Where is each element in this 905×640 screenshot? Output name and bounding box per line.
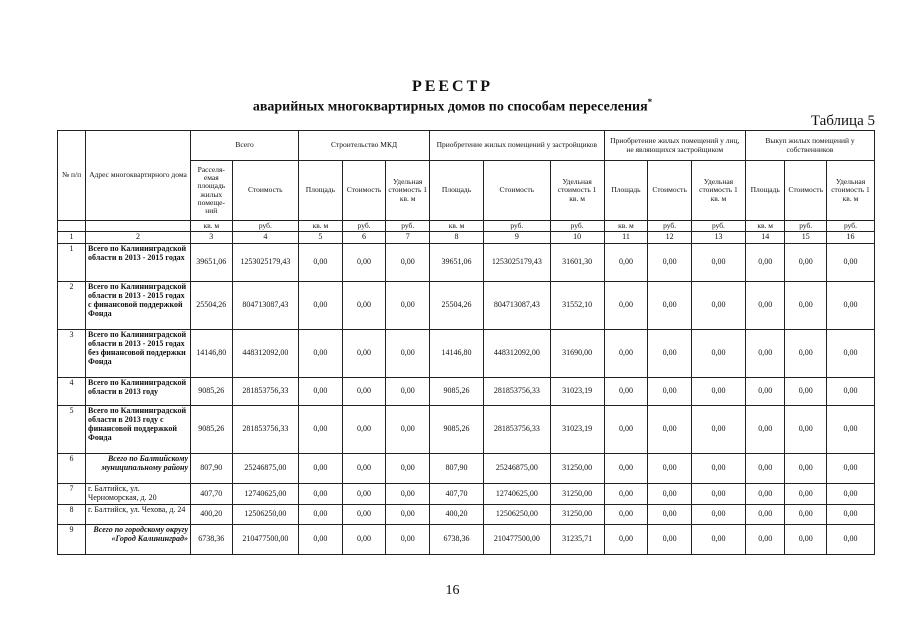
column-number-cell: 1	[58, 232, 86, 244]
row-value: 0,00	[299, 504, 343, 524]
row-number: 4	[58, 378, 86, 406]
subheader-unit-cost: Удельная стоимость 1 кв. м	[550, 161, 604, 221]
row-number: 7	[58, 484, 86, 505]
row-number: 8	[58, 504, 86, 524]
row-value: 0,00	[745, 378, 784, 406]
row-value: 12740625,00	[484, 484, 551, 505]
page-number: 16	[445, 583, 460, 598]
subheader-cost: Стоимость	[342, 161, 386, 221]
table-row	[58, 504, 875, 524]
row-value: 0,00	[299, 282, 343, 330]
row-value: 407,70	[191, 484, 233, 505]
column-number-cell: 11	[604, 232, 648, 244]
row-value: 6738,36	[430, 524, 484, 554]
unit-rub: руб.	[785, 221, 827, 232]
row-value: 0,00	[386, 504, 430, 524]
row-address: Всего по Калининградской области в 2013 - 2015 годах	[86, 244, 191, 282]
table-label: Таблица 5	[810, 113, 875, 129]
row-value: 0,00	[827, 524, 875, 554]
table-row	[58, 244, 875, 282]
row-value: 31023,19	[550, 378, 604, 406]
row-value: 12740625,00	[232, 484, 299, 505]
row-number: 2	[58, 282, 86, 330]
row-value: 0,00	[785, 282, 827, 330]
row-value: 0,00	[386, 454, 430, 484]
row-value: 0,00	[785, 244, 827, 282]
row-value: 0,00	[604, 244, 648, 282]
row-value: 0,00	[691, 406, 745, 454]
unit-cell	[58, 221, 86, 232]
subheader-cost: Стоимость	[232, 161, 299, 221]
column-number-cell: 16	[827, 232, 875, 244]
row-value: 0,00	[648, 484, 692, 505]
row-value: 0,00	[745, 454, 784, 484]
row-value: 0,00	[745, 244, 784, 282]
row-address: Всего по городскому округу «Город Калининград»	[86, 524, 191, 554]
col-header-no: № п/п	[58, 131, 86, 221]
row-value: 0,00	[386, 378, 430, 406]
row-value: 0,00	[827, 330, 875, 378]
row-value: 0,00	[386, 406, 430, 454]
row-value: 0,00	[342, 454, 386, 484]
registry-table	[57, 130, 875, 555]
unit-rub: руб.	[550, 221, 604, 232]
column-number-cell: 10	[550, 232, 604, 244]
unit-cell	[86, 221, 191, 232]
col-header-total: Всего	[191, 131, 299, 161]
row-value: 0,00	[342, 282, 386, 330]
row-value: 0,00	[648, 406, 692, 454]
row-value: 0,00	[745, 524, 784, 554]
row-value: 0,00	[299, 524, 343, 554]
col-header-address: Адрес многоквартирного дома	[86, 131, 191, 221]
table-row	[58, 378, 875, 406]
row-value: 0,00	[827, 454, 875, 484]
row-value: 0,00	[386, 282, 430, 330]
row-value: 25504,26	[191, 282, 233, 330]
unit-rub: руб.	[484, 221, 551, 232]
row-value: 0,00	[604, 282, 648, 330]
row-number: 9	[58, 524, 86, 554]
row-value: 281853756,33	[232, 378, 299, 406]
row-value: 0,00	[691, 378, 745, 406]
row-value: 0,00	[785, 378, 827, 406]
row-value: 31250,00	[550, 504, 604, 524]
row-value: 31552,10	[550, 282, 604, 330]
column-number-cell: 4	[232, 232, 299, 244]
row-value: 31690,00	[550, 330, 604, 378]
row-value: 9085,26	[191, 406, 233, 454]
row-value: 0,00	[604, 378, 648, 406]
row-value: 0,00	[604, 330, 648, 378]
row-number: 6	[58, 454, 86, 484]
row-value: 0,00	[342, 484, 386, 505]
row-value: 407,70	[430, 484, 484, 505]
row-value: 0,00	[691, 524, 745, 554]
row-value: 0,00	[604, 484, 648, 505]
row-number: 1	[58, 244, 86, 282]
row-value: 25246875,00	[232, 454, 299, 484]
col-header-construction: Строительство МКД	[299, 131, 430, 161]
row-value: 807,90	[191, 454, 233, 484]
row-value: 0,00	[386, 244, 430, 282]
row-value: 0,00	[299, 378, 343, 406]
table-row	[58, 406, 875, 454]
row-value: 12506250,00	[232, 504, 299, 524]
row-value: 0,00	[785, 330, 827, 378]
col-header-purchase-other: Приобретение жилых помещений у лиц, не являющихся застройщиком	[604, 131, 745, 161]
row-value: 0,00	[342, 504, 386, 524]
row-value: 0,00	[648, 282, 692, 330]
registry-title: РЕЕСТР	[411, 78, 494, 95]
table-row	[58, 330, 875, 378]
row-value: 0,00	[299, 406, 343, 454]
row-value: 0,00	[648, 454, 692, 484]
row-value: 0,00	[785, 484, 827, 505]
column-number-cell: 14	[745, 232, 784, 244]
row-value: 0,00	[604, 504, 648, 524]
table-row	[58, 484, 875, 505]
row-address: Всего по Калининградской области в 2013 - 2015 годах без финансовой поддержки Фонда	[86, 330, 191, 378]
row-value: 448312092,00	[484, 330, 551, 378]
row-value: 0,00	[691, 504, 745, 524]
table-row	[58, 454, 875, 484]
row-value: 0,00	[648, 330, 692, 378]
row-address: г. Балтийск, ул. Чехова, д. 24	[86, 504, 191, 524]
row-value: 281853756,33	[484, 406, 551, 454]
row-value: 31250,00	[550, 484, 604, 505]
row-value: 0,00	[648, 524, 692, 554]
row-address: г. Балтийск, ул. Черноморская, д. 20	[86, 484, 191, 505]
unit-m2: кв. м	[604, 221, 648, 232]
column-numbers-row	[58, 232, 875, 244]
unit-rub: руб.	[386, 221, 430, 232]
column-number-cell: 5	[299, 232, 343, 244]
subheader-cost: Стоимость	[785, 161, 827, 221]
subheader-cost: Стоимость	[648, 161, 692, 221]
row-number: 5	[58, 406, 86, 454]
unit-rub: руб.	[827, 221, 875, 232]
unit-rub: руб.	[691, 221, 745, 232]
row-value: 0,00	[342, 330, 386, 378]
row-value: 25246875,00	[484, 454, 551, 484]
row-value: 0,00	[342, 406, 386, 454]
row-value: 804713087,43	[232, 282, 299, 330]
row-value: 14146,80	[191, 330, 233, 378]
row-value: 0,00	[342, 524, 386, 554]
unit-rub: руб.	[648, 221, 692, 232]
subheader-area: Площадь	[299, 161, 343, 221]
unit-m2: кв. м	[430, 221, 484, 232]
row-value: 210477500,00	[484, 524, 551, 554]
row-value: 281853756,33	[232, 406, 299, 454]
row-value: 0,00	[342, 244, 386, 282]
row-value: 0,00	[604, 406, 648, 454]
subheader-area: Площадь	[604, 161, 648, 221]
subheader-unit-cost: Удельная стоимость 1 кв. м	[827, 161, 875, 221]
unit-rub: руб.	[342, 221, 386, 232]
row-value: 31235,71	[550, 524, 604, 554]
row-value: 0,00	[827, 484, 875, 505]
table-row	[58, 282, 875, 330]
row-value: 0,00	[691, 484, 745, 505]
subheader-resettled-area: Расселя- емая площадь жилых помеще- ний	[191, 161, 233, 221]
row-value: 0,00	[386, 330, 430, 378]
row-value: 0,00	[827, 406, 875, 454]
row-value: 1253025179,43	[484, 244, 551, 282]
row-value: 210477500,00	[232, 524, 299, 554]
row-address: Всего по Балтийскому муниципальному району	[86, 454, 191, 484]
row-value: 9085,26	[430, 378, 484, 406]
col-header-purchase-developer: Приобретение жилых помещений у застройщиков	[430, 131, 605, 161]
row-value: 0,00	[827, 378, 875, 406]
row-value: 6738,36	[191, 524, 233, 554]
row-address: Всего по Калининградской области в 2013 - 2015 годах с финансовой поддержкой Фонда	[86, 282, 191, 330]
unit-m2: кв. м	[745, 221, 784, 232]
row-value: 0,00	[785, 524, 827, 554]
row-value: 0,00	[604, 524, 648, 554]
subheader-area: Площадь	[430, 161, 484, 221]
column-number-cell: 2	[86, 232, 191, 244]
row-value: 0,00	[386, 484, 430, 505]
row-value: 281853756,33	[484, 378, 551, 406]
column-number-cell: 6	[342, 232, 386, 244]
row-value: 0,00	[342, 378, 386, 406]
row-address: Всего по Калининградской области в 2013 году	[86, 378, 191, 406]
row-value: 0,00	[785, 406, 827, 454]
unit-m2: кв. м	[191, 221, 233, 232]
col-header-buyout: Выкуп жилых помещений у собственников	[745, 131, 874, 161]
subheader-area: Площадь	[745, 161, 784, 221]
row-value: 25504,26	[430, 282, 484, 330]
row-value: 400,20	[191, 504, 233, 524]
row-number: 3	[58, 330, 86, 378]
row-value: 0,00	[604, 454, 648, 484]
row-value: 0,00	[299, 484, 343, 505]
row-value: 0,00	[386, 524, 430, 554]
row-value: 0,00	[745, 484, 784, 505]
row-value: 31250,00	[550, 454, 604, 484]
row-value: 12506250,00	[484, 504, 551, 524]
row-value: 31601,30	[550, 244, 604, 282]
subheader-unit-cost: Удельная стоимость 1 кв. м	[386, 161, 430, 221]
row-value: 1253025179,43	[232, 244, 299, 282]
subheader-unit-cost: Удельная стоимость 1 кв. м	[691, 161, 745, 221]
column-number-cell: 15	[785, 232, 827, 244]
row-value: 807,90	[430, 454, 484, 484]
row-value: 39651,06	[191, 244, 233, 282]
row-value: 0,00	[745, 282, 784, 330]
row-value: 0,00	[648, 378, 692, 406]
row-value: 0,00	[745, 406, 784, 454]
footnote-mark: *	[647, 97, 653, 107]
column-number-cell: 7	[386, 232, 430, 244]
row-value: 804713087,43	[484, 282, 551, 330]
row-value: 0,00	[691, 454, 745, 484]
row-value: 9085,26	[430, 406, 484, 454]
row-value: 0,00	[299, 244, 343, 282]
registry-subtitle: аварийных многоквартирных домов по способам переселения*	[252, 97, 653, 115]
row-value: 448312092,00	[232, 330, 299, 378]
row-value: 0,00	[299, 454, 343, 484]
column-number-cell: 9	[484, 232, 551, 244]
row-value: 0,00	[648, 244, 692, 282]
row-value: 0,00	[745, 504, 784, 524]
row-value: 9085,26	[191, 378, 233, 406]
column-number-cell: 3	[191, 232, 233, 244]
unit-m2: кв. м	[299, 221, 343, 232]
row-value: 0,00	[827, 244, 875, 282]
column-number-cell: 8	[430, 232, 484, 244]
row-value: 0,00	[827, 504, 875, 524]
row-value: 0,00	[745, 330, 784, 378]
table-row	[58, 524, 875, 554]
row-value: 0,00	[691, 330, 745, 378]
column-number-cell: 12	[648, 232, 692, 244]
row-address: Всего по Калининградской области в 2013 году с финансовой поддержкой Фонда	[86, 406, 191, 454]
row-value: 400,20	[430, 504, 484, 524]
row-value: 0,00	[785, 454, 827, 484]
row-value: 0,00	[785, 504, 827, 524]
row-value: 14146,80	[430, 330, 484, 378]
row-value: 0,00	[648, 504, 692, 524]
column-number-cell: 13	[691, 232, 745, 244]
row-value: 0,00	[691, 244, 745, 282]
row-value: 39651,06	[430, 244, 484, 282]
row-value: 0,00	[827, 282, 875, 330]
subheader-cost: Стоимость	[484, 161, 551, 221]
row-value: 31023,19	[550, 406, 604, 454]
row-value: 0,00	[299, 330, 343, 378]
row-value: 0,00	[691, 282, 745, 330]
unit-rub: руб.	[232, 221, 299, 232]
